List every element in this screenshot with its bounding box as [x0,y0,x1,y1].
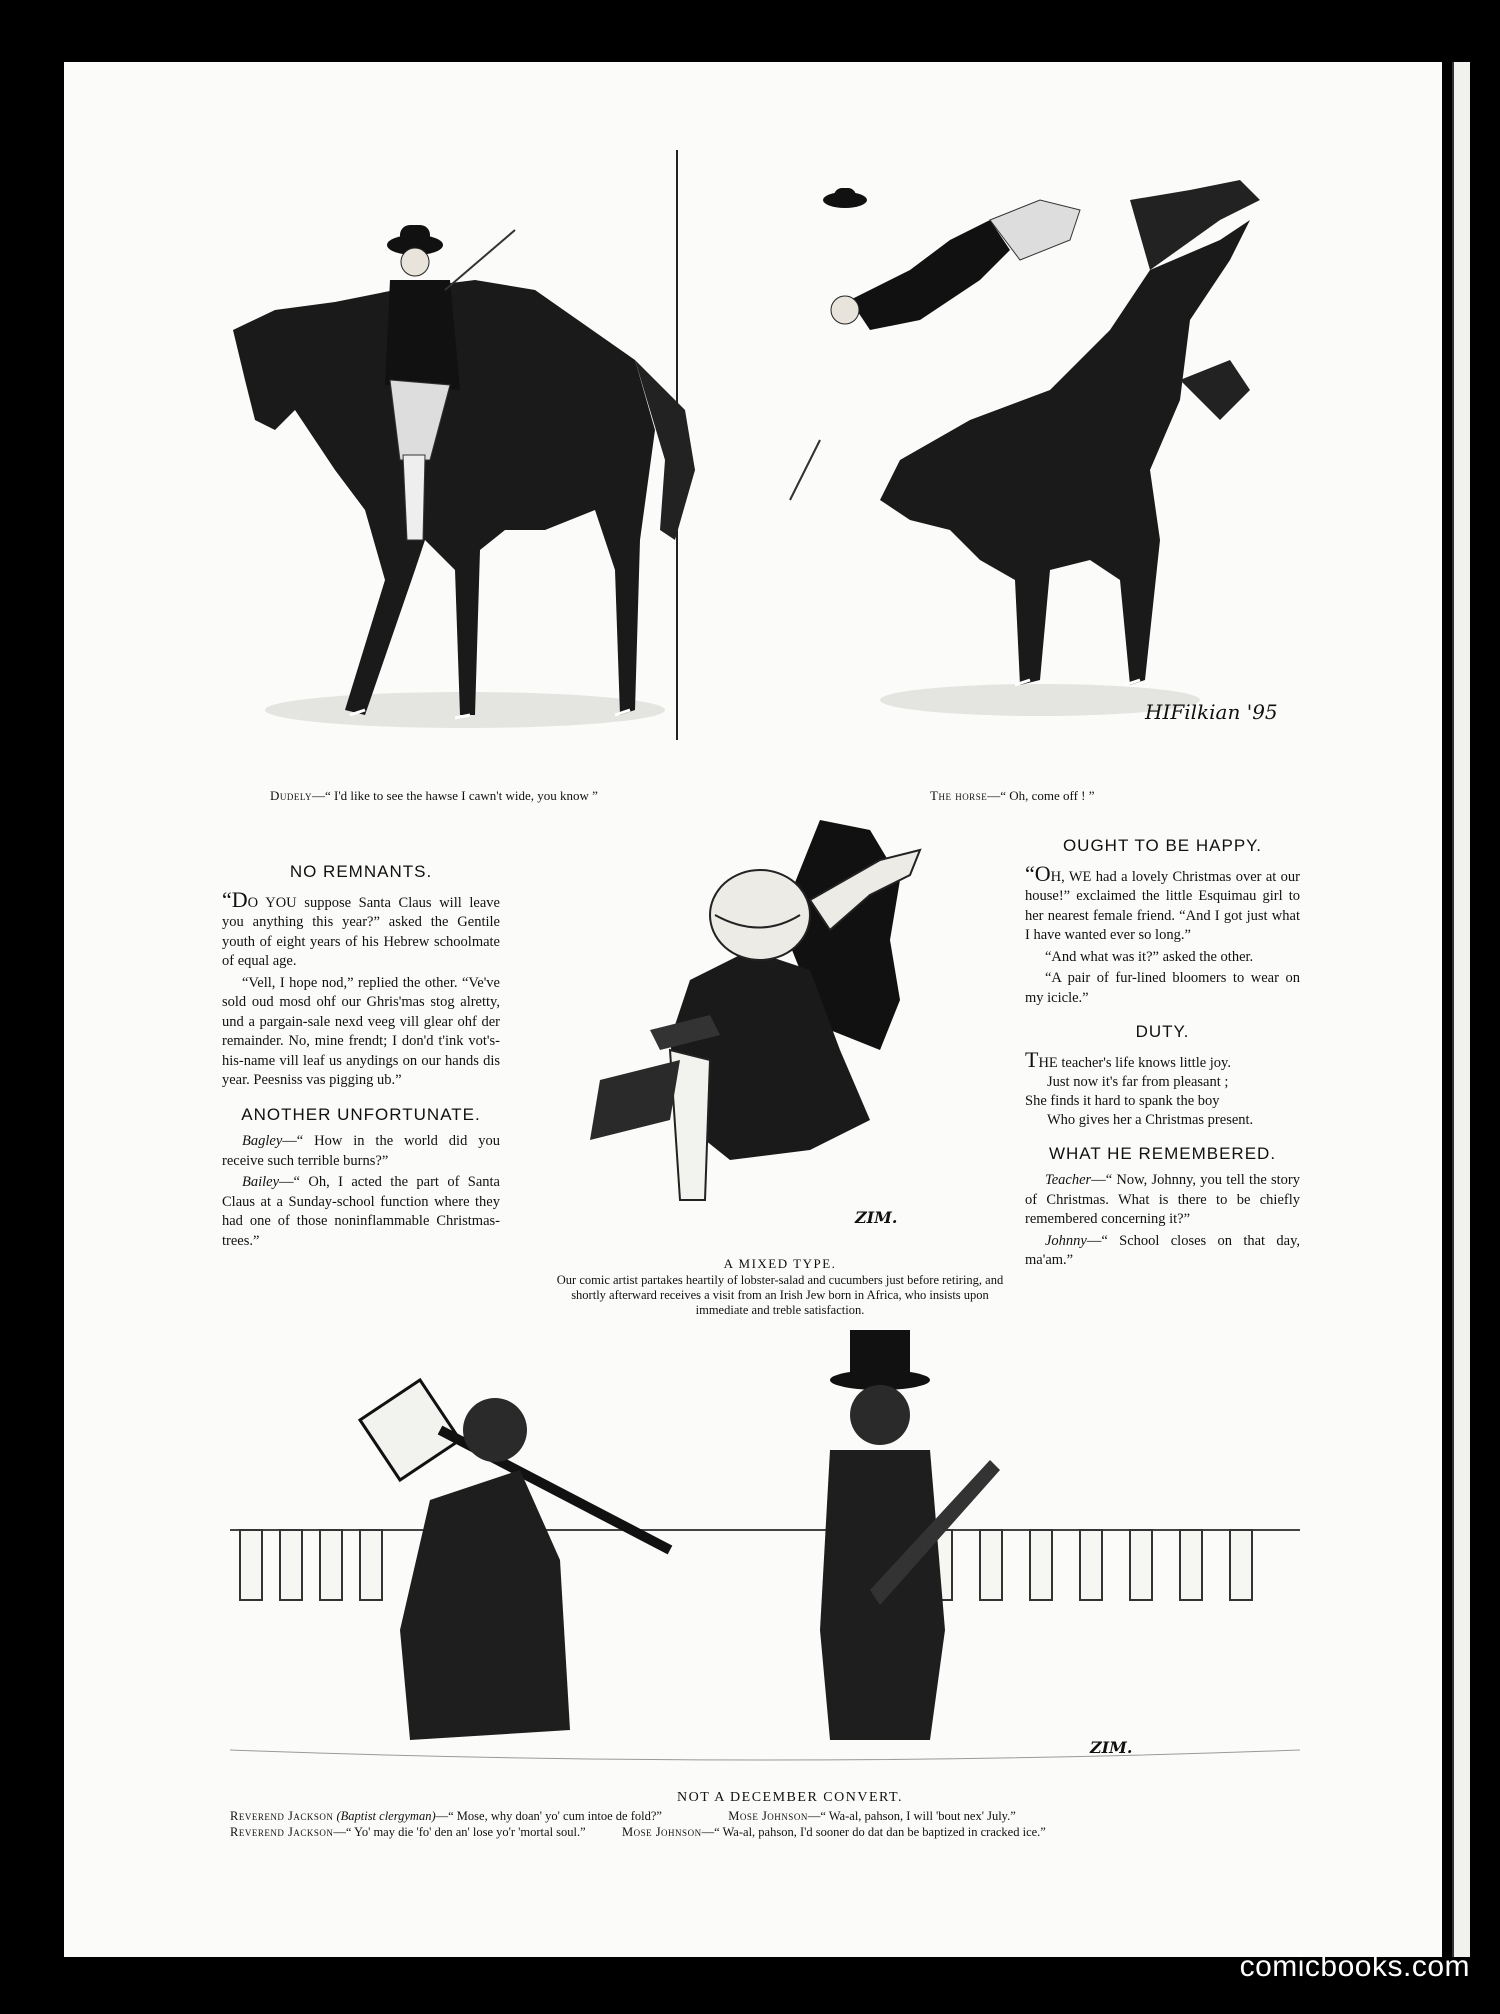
duty-line-4: Who gives her a Christmas present. [1047,1111,1254,1128]
illustration-bucking-horse [750,180,1280,740]
heading-what-he-remembered: WHAT HE REMEMBERED. [1048,1143,1277,1163]
duty-line-2: Just now it's far from pleasant ; [1047,1073,1229,1090]
ought-to-be-happy-p2: “And what was it?” asked the other. [1045,948,1254,965]
caption-dudely: Dudely—“ I'd like to see the hawse I cawn't wide, you know ” [270,788,598,803]
what-he-remembered-johnny: Johnny—“ School closes on that day, ma'am.” [1025,1232,1300,1268]
watermark-comicbooks: comicbooks.com [1239,1950,1470,1983]
ought-to-be-happy-p3: “A pair of fur-lined bloomers to wear on my icicle.” [1025,970,1300,1006]
caption-not-a-december-convert [230,1790,1350,1840]
ought-to-be-happy-p1: “OH, WE had a lovely Christmas over at our house!” exclaimed the little Esquimau girl to her nearest female friend. “And I got just what I have wanted ever so long.” [1025,860,1300,943]
caption-mixed-type [545,1256,1015,1318]
artist-signature-zim-bottom: ZIM. [1090,1738,1133,1757]
illustration-rider-on-horse [215,210,725,750]
bottom-caption-title: NOT A DECEMBER CONVERT. [676,1790,904,1805]
panel-divider [676,150,678,740]
heading-another-unfortunate: ANOTHER UNFORTUNATE. [241,1104,481,1124]
duty-line-3: She finds it hard to spank the boy [1025,1092,1220,1109]
left-column [222,852,500,1253]
illustration-not-a-december-convert [230,1330,1300,1790]
mixed-type-title: A MIXED TYPE. [723,1256,837,1271]
duty-line-1: THE teacher's life knows little joy. [1025,1046,1231,1072]
no-remnants-p1: “DO YOU suppose Santa Claus will leave you anything this year?” asked the Gentile youth of eight years of his Hebrew schoolmate of equal age. [222,886,500,969]
heading-no-remnants: NO REMNANTS. [289,862,433,881]
artist-signature-zim-center: ZIM. [855,1208,898,1227]
no-remnants-p2: “Vell, I hope nod,” replied the other. “Ve've sold oud mosd ohf our Ghris'mas stog alretty, und a pargain-sale nexd veeg vill glear ohf der remainder. No, mine frendt; I don'd t'ink vot's-his-name vill leaf us anydings on our hands dis year. Peesniss vas pigging ub.” [222,974,500,1088]
right-column [1025,826,1300,1273]
heading-duty: DUTY. [1135,1022,1190,1041]
mixed-type-text: Our comic artist partakes heartily of lobster-salad and cucumbers just before retiring, and shortly afterward receives a visit from an Irish Jew born in Africa, who insists upon immediate and treble satisfaction. [556,1273,1004,1317]
artist-signature-filkian: HIFilkian '95 [1145,700,1278,724]
another-unfortunate-bailey: Bailey—“ Oh, I acted the part of Santa Claus at a Sunday-school function where they had one of those noninflammable Christmas-trees.” [222,1174,500,1249]
heading-ought-to-be-happy: OUGHT TO BE HAPPY. [1062,836,1263,855]
duty-poem [1025,1046,1300,1130]
another-unfortunate-bagley: Bagley—“ How in the world did you receive such terrible burns?” [222,1133,500,1169]
bottom-caption-row-1: Reverend Jackson (Baptist clergyman)—“ Mose, why doan' yo' cum intoe de fold?” Mose Johnson—“ Wa-al, pahson, I will 'bout nex' July.” [230,1809,1016,1823]
caption-the-horse: The horse—“ Oh, come off ! ” [930,788,1095,803]
what-he-remembered-teacher: Teacher—“ Now, Johnny, you tell the story of Christmas. What is there to be chiefly remembered concerning it?” [1025,1172,1300,1227]
illustration-mixed-type [570,820,990,1238]
next-page-edge [1452,62,1470,1957]
bottom-caption-row-2: Reverend Jackson—“ Yo' may die 'fo' den an' lose yo'r 'mortal soul.” Mose Johnson—“ Wa-al, pahson, I'd sooner do dat dan be baptized in cracked ice.” [230,1825,1046,1839]
